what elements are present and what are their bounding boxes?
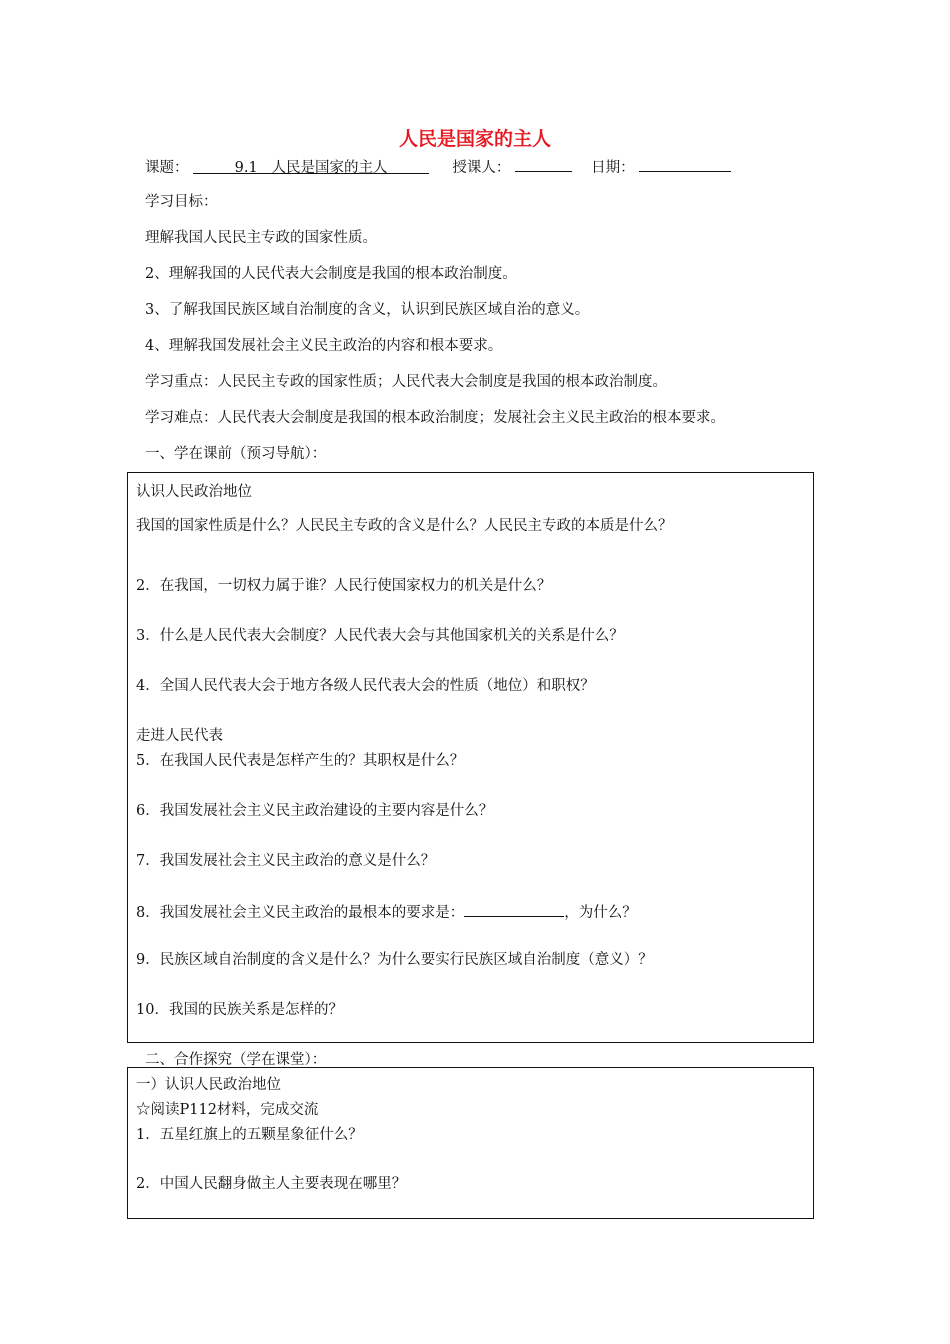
topic-label: 课题： [145, 160, 189, 176]
topic-value: 9.1 人民是国家的主人 [234, 160, 388, 176]
date-field[interactable] [639, 154, 731, 172]
cooperation-subheading: 一）认识人民政治地位 [136, 1077, 281, 1093]
objective-item: 4、理解我国发展社会主义民主政治的内容和根本要求。 [145, 338, 503, 354]
preview-subheading: 走进人民代表 [136, 728, 223, 744]
lesson-header [145, 154, 731, 177]
cooperation-box [127, 1067, 814, 1219]
question-prefix: 8．我国发展社会主义民主政治的最根本的要求是： [136, 905, 465, 921]
topic-field[interactable] [193, 156, 429, 174]
question-item: 3．什么是人民代表大会制度？人民代表大会与其他国家机关的关系是什么？ [136, 628, 624, 644]
question-item [136, 899, 637, 922]
question-item: 4．全国人民代表大会于地方各级人民代表大会的性质（地位）和职权？ [136, 678, 595, 694]
question-suffix: ，为什么？ [564, 905, 637, 921]
question-item: 我国的国家性质是什么？人民民主专政的含义是什么？人民民主专政的本质是什么？ [136, 518, 673, 534]
objective-item: 2、理解我国的人民代表大会制度是我国的根本政治制度。 [145, 266, 517, 282]
question-item: 6．我国发展社会主义民主政治建设的主要内容是什么？ [136, 803, 494, 819]
question-item: 10．我国的民族关系是怎样的？ [136, 1002, 343, 1018]
teacher-label: 授课人： [452, 160, 511, 176]
key-points: 学习重点：人民民主专政的国家性质；人民代表大会制度是我国的根本政治制度。 [145, 374, 667, 390]
reading-instruction: ☆阅读P112材料，完成交流 [136, 1102, 319, 1118]
answer-blank[interactable] [464, 899, 564, 917]
page-title: 人民是国家的主人 [398, 128, 551, 150]
question-item: 9．民族区域自治制度的含义是什么？为什么要实行民族区域自治制度（意义）？ [136, 952, 653, 968]
objectives-heading: 学习目标： [145, 194, 218, 210]
section1-heading: 一、学在课前（预习导航）： [145, 446, 327, 462]
date-label: 日期： [591, 160, 635, 176]
objective-item: 3、了解我国民族区域自治制度的含义，认识到民族区域自治的意义。 [145, 302, 590, 318]
preview-subheading: 认识人民政治地位 [136, 484, 252, 500]
objective-item: 理解我国人民民主专政的国家性质。 [145, 230, 377, 246]
preview-box [127, 472, 814, 1043]
teacher-field[interactable] [515, 154, 572, 172]
question-item: 1．五星红旗上的五颗星象征什么？ [136, 1127, 363, 1143]
question-item: 5．在我国人民代表是怎样产生的？其职权是什么？ [136, 753, 465, 769]
difficulties: 学习难点：人民代表大会制度是我国的根本政治制度；发展社会主义民主政治的根本要求。 [145, 410, 725, 426]
question-item: 2．中国人民翻身做主人主要表现在哪里？ [136, 1176, 407, 1192]
question-item: 7．我国发展社会主义民主政治的意义是什么？ [136, 853, 436, 869]
section2-heading: 二、合作探究（学在课堂）： [145, 1052, 327, 1068]
question-item: 2．在我国，一切权力属于谁？人民行使国家权力的机关是什么？ [136, 578, 552, 594]
